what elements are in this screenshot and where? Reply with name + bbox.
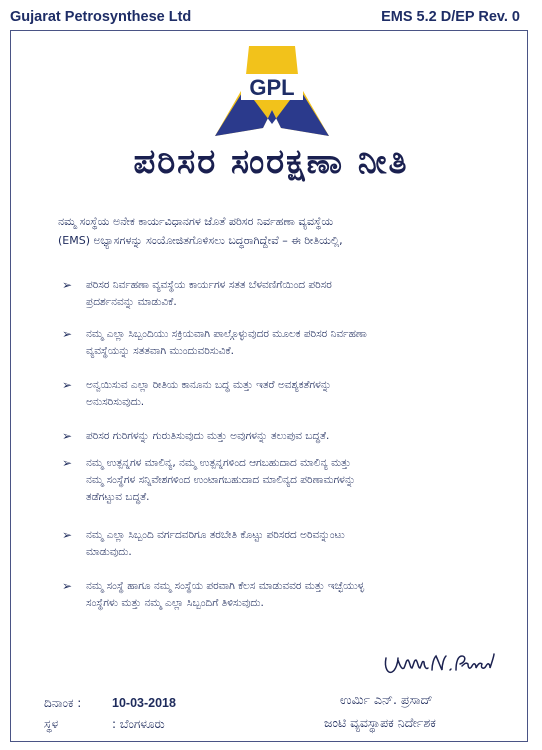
policy-line: ನಮ್ಮ ಸಂಸ್ಥೆಗಳ ಸನ್ನಿವೇಶಗಳಿಂದ ಉಂಟಾಗಬಹುದಾದ ಮಾಲಿನ್ಯದ ಪರಿಣಾಮಗಳನ್ನು [86,474,356,486]
policy-line: ನಮ್ಮ ಎಲ್ಲಾ ಸಿಬ್ಬಂದಿ ವರ್ಗದವರಿಗೂ ತರಬೇತಿ ಕೊಟ್ಟು ಪರಿಸರದ ಅರಿವನ್ನುಂಟು [86,529,345,541]
intro-paragraph [58,212,498,250]
place-value: : ಬೆಂಗಳೂರು [112,717,165,731]
bullet-arrow-icon: ➢ [62,528,73,542]
date-label: ದಿನಾಂಕ : [44,696,82,710]
policy-item [62,578,482,612]
policy-line: ಅನುಸರಿಸುವುದು. [86,396,145,408]
intro-line-2: (EMS) ಅಭ್ಯಾಸಗಳನ್ನು ಸಂಯೋಜಿತಗೊಳಿಸಲು ಬದ್ಧರಾಗಿದ್ದೇವೆ – ಈ ರೀತಿಯಲ್ಲಿ, [58,234,343,247]
document-reference: EMS 5.2 D/EP Rev. 0 [381,9,520,25]
place-label: ಸ್ಥಳ [44,717,59,731]
intro-line-1: ನಮ್ಮ ಸಂಸ್ಥೆಯ ಅನೇಕ ಕಾರ್ಯವಿಧಾನಗಳ ಜೊತೆ ಪರಿಸರ ನಿರ್ವಹಣಾ ವ್ಯವಸ್ಥೆಯ [58,215,334,228]
policy-line: ಅನ್ವಯಿಸುವ ಎಲ್ಲಾ ರೀತಿಯ ಕಾನೂನು ಬದ್ಧ ಮತ್ತು ಇತರೆ ಅವಶ್ಯಕತೆಗಳನ್ನು [86,379,332,391]
handwritten-signature [380,648,500,682]
policy-line: ವ್ಯವಸ್ಥೆಯನ್ನು ಸತತವಾಗಿ ಮುಂದುವರಿಸುವಿಕೆ. [86,345,234,357]
bullet-arrow-icon: ➢ [62,278,73,292]
policy-line: ನಮ್ಮ ಎಲ್ಲಾ ಸಿಬ್ಬಂದಿಯು ಸಕ್ರಿಯವಾಗಿ ಪಾಲ್ಗೊಳ್ಳುವುದರ ಮೂಲಕ ಪರಿಸರ ನಿರ್ವಹಣಾ [86,328,367,340]
policy-item [62,326,482,360]
company-name: Gujarat Petrosynthese Ltd [10,9,192,25]
logo-text: GPL [249,75,295,100]
signer-designation: ಜಂಟಿ ವ್ಯವಸ್ಥಾಪಕ ನಿರ್ದೇಶಕ [324,715,436,730]
policy-item [62,277,482,311]
gpl-logo [213,44,331,138]
policy-item [62,527,482,561]
policy-line: ಮಾಡುವುದು. [86,546,132,558]
bullet-arrow-icon: ➢ [62,456,73,470]
policy-title: ಪರಿಸರ ಸಂರಕ್ಷಣಾ ನೀತಿ [133,142,409,182]
policy-line: ಪರಿಸರ ಗುರಿಗಳನ್ನು ಗುರುತಿಸುವುದು ಮತ್ತು ಅವುಗಳನ್ನು ತಲುಪುವ ಬದ್ಧತೆ. [86,430,330,442]
policy-line: ಪರಿಸರ ನಿರ್ವಹಣಾ ವ್ಯವಸ್ಥೆಯ ಕಾರ್ಯಗಳ ಸತತ ಬೆಳವಣಿಗೆಯಿಂದ ಪರಿಸರ [86,279,332,291]
bullet-arrow-icon: ➢ [62,579,73,593]
bullet-arrow-icon: ➢ [62,429,73,443]
policy-line: ಪ್ರದರ್ಶನವನ್ನು ಮಾಡುವಿಕೆ. [86,296,177,308]
policy-line: ನಮ್ಮ ಸಂಸ್ಥೆ ಹಾಗೂ ನಮ್ಮ ಸಂಸ್ಥೆಯ ಪರವಾಗಿ ಕೆಲಸ ಮಾಡುವವರ ಮತ್ತು ಇಚ್ಛೆಯುಳ್ಳ [86,580,365,592]
bullet-arrow-icon: ➢ [62,378,73,392]
policy-item [62,428,482,445]
policy-item [62,377,482,411]
policy-line: ನಮ್ಮ ಉತ್ಪನ್ನಗಳ ಮಾಲಿನ್ಯ, ನಮ್ಮ ಉತ್ಪನ್ನಗಳಿಂದ ಆಗಬಹುದಾದ ಮಾಲಿನ್ಯ ಮತ್ತು [86,457,351,469]
signer-name: ಉರ್ಮಿ ಎನ್. ಪ್ರಸಾದ್ [340,692,433,707]
date-value: 10-03-2018 [112,696,176,710]
policy-line: ತಡೆಗಟ್ಟುವ ಬದ್ಧತೆ. [86,491,150,503]
policy-line: ಸಂಸ್ಥೆಗಳು ಮತ್ತು ನಮ್ಮ ಎಲ್ಲಾ ಸಿಬ್ಬಂದಿಗೆ ತಿಳಿಸುವುದು. [86,597,264,609]
bullet-arrow-icon: ➢ [62,327,73,341]
policy-item [62,455,482,506]
